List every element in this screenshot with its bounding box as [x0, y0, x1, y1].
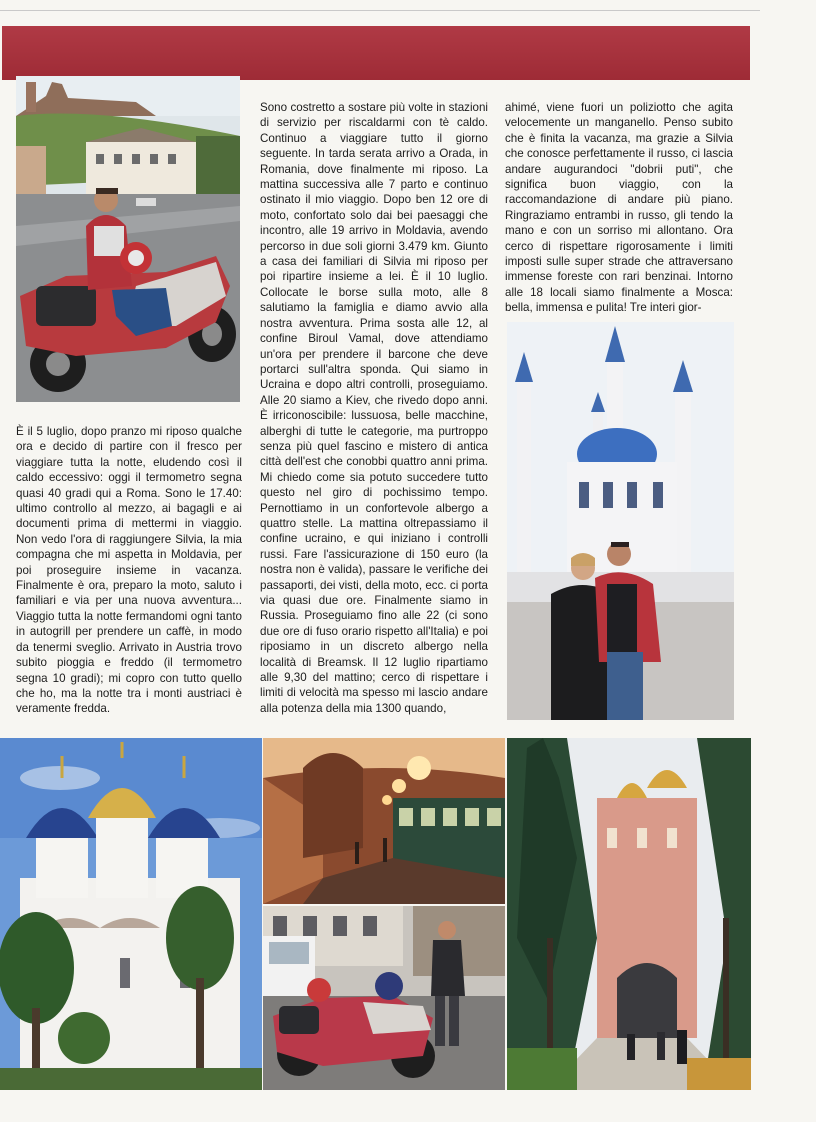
article-column-1 — [16, 424, 242, 717]
mosque-couple-photo — [507, 322, 734, 720]
header-banner — [2, 26, 750, 80]
kremlin-garden-photo — [507, 738, 751, 1090]
onion-dome-cathedral-photo — [0, 738, 262, 1090]
article-column-3 — [505, 100, 733, 316]
metro-station-photo — [263, 738, 505, 904]
motorcycle-rider-photo — [16, 76, 240, 402]
article-paragraph: È il 5 luglio, dopo pranzo mi riposo qualche ora e decido di partire con il fresco per viaggiare tutta la notte, eludendo così il caldo eccessivo: oggi il termometro segna quasi 40 gradi qui a Roma. Sono le 17.40: ultimo controllo al mezzo, ai bagagli e ai documenti prima di mettermi in viaggio. Non vedo l'ora di raggiungere Silvia, la mia compagna che mi aspetta in Moldavia, per poi proseguire insieme in vacanza. Finalmente è ora, preparo la moto, saluto i familiari e via per una nuova avventura... Viaggio tutta la notte fermandomi ogni tanto in autogrill per prendere un caffè, in modo da tenermi sveglio. Arrivato in Austria trovo subito pioggia e freddo (il termometro segna 10 gradi); mi copro con tutto quello che ho, ma la notte tra i monti austriaci è veramente fredda. — [16, 425, 242, 716]
article-paragraph: Sono costretto a sostare più volte in stazioni di servizio per riscaldarmi con tè caldo. Continuo a viaggiare tutto il giorno seguente. In tarda serata arrivo a Orada, in Romania, dove finalmente mi riposo. La mattina successiva alle 7 parto e continuo ostinato il mio viaggio. Dopo ben 12 ore di moto, confortato solo dai bei paesaggi che incontro, alle 19 arrivo in Moldavia, avendo percorso in due soli giorni 3.479 km. Giunto a casa dei familiari di Silvia mi riposo per poi ripartire insieme a lei. È il 10 luglio. Collocate le borse sulla moto, alle 8 salutiamo la famiglia e diamo avvio alla nostra avventura. Prima sosta alle 12, al confine Biroul Vamal, dove attendiamo un'ora per prendere il barcone che deve portarci sull'altra sponda. Qui siamo in Ucraina e dopo altri controlli, proseguiamo. Alle 20 siamo a Kiev, che rivedo dopo anni. È irriconoscibile: lussuosa, belle macchine, alberghi di tutte le categorie, ma purtroppo senza più quel fascino e mistero di antica città dell'est che conobbi quattro anni prima. Mi chiedo come sia potuto succedere tutto questo nel giro di pochissimo tempo. Pernottiamo in un confortevole albergo a quattro stelle. La mattina oltrepassiamo il confine ucraino, e qui iniziano i controlli russi. Fare l'assicurazione di 150 euro (la nostra non è valida), passare le verifiche dei passaporti, dei visti, della moto, ecc. ci porta via quasi due ore. Finalmente siamo in Russia. Proseguiamo fino alle 22 (ci sono due ore di fuso orario rispetto all'Italia) e poi riposiamo in un discreto albergo nella località di Breamsk. Il 12 luglio ripartiamo alle 9,30 del mattino; cerco di rispettare i limiti di velocità ma spesso mi lascio andare alla potenza della mia 1300 quando, — [260, 101, 488, 715]
motorcycle-street-photo — [263, 906, 505, 1090]
article-column-2 — [260, 100, 488, 716]
article-paragraph: ahimé, viene fuori un poliziotto che agita velocemente un manganello. Penso subito che è finita la vacanza, ma grazie a Silvia che conosce perfettamente il russo, ci lascia andare augurandoci "dobrii puti", che significa buon viaggio, con la raccomandazione di andare più piano. Ringraziamo entrambi in russo, gli tendo la mano e con un sorriso mi allontano. Ora cerco di rispettare rigorosamente i limiti imposti sulle super strade che attraversano immense foreste con rari benzinai. Intorno alle 18 locali siamo finalmente a Mosca: bella, immensa e pulita! Tre interi gior- — [505, 101, 733, 315]
top-rule — [0, 10, 760, 11]
